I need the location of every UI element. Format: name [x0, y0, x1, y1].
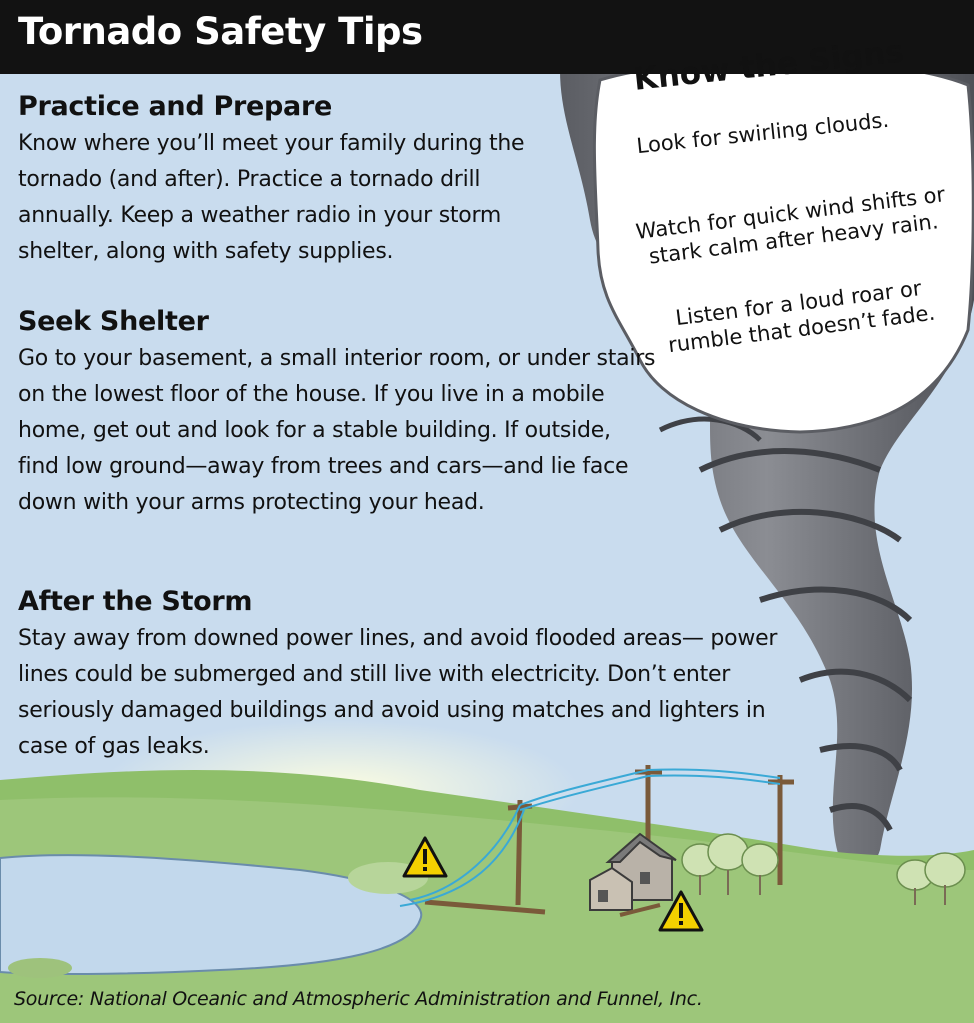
sign-item: Listen for a loud roar or rumble that doesn’t fade. — [666, 276, 937, 358]
section-heading: Practice and Prepare — [18, 91, 332, 122]
section-heading: Seek Shelter — [18, 306, 209, 337]
signs-title: Know the Signs — [632, 33, 906, 98]
section-practice-and-prepare — [18, 91, 578, 270]
section-after-the-storm — [18, 586, 808, 765]
sign-item: Look for swirling clouds. — [635, 107, 891, 159]
sign-item: Watch for quick wind shifts or stark calm after heavy rain. — [634, 182, 947, 269]
section-body: Go to your basement, a small interior room, or under stairs on the lowest floor of the house. If you live in a mobile home, get out and look for a stable building. If outside, find low ground—away from trees and cars—and lie face down with your arms protecting your head. — [18, 346, 656, 515]
section-body: Know where you’ll meet your family during the tornado (and after). Practice a tornado drill annually. Keep a weather radio in your storm shelter, along with safety supplies. — [18, 131, 525, 264]
section-body: Stay away from downed power lines, and avoid flooded areas— power lines could be submerged and still live with electricity. Don’t enter seriously damaged buildings and avoid using matches and lighters in case of gas leaks. — [18, 626, 778, 759]
section-heading: After the Storm — [18, 586, 253, 617]
source-credit: Source: National Oceanic and Atmospheric Administration and Funnel, Inc. — [14, 988, 703, 1010]
page-title: Tornado Safety Tips — [18, 10, 423, 53]
section-seek-shelter — [18, 306, 658, 521]
